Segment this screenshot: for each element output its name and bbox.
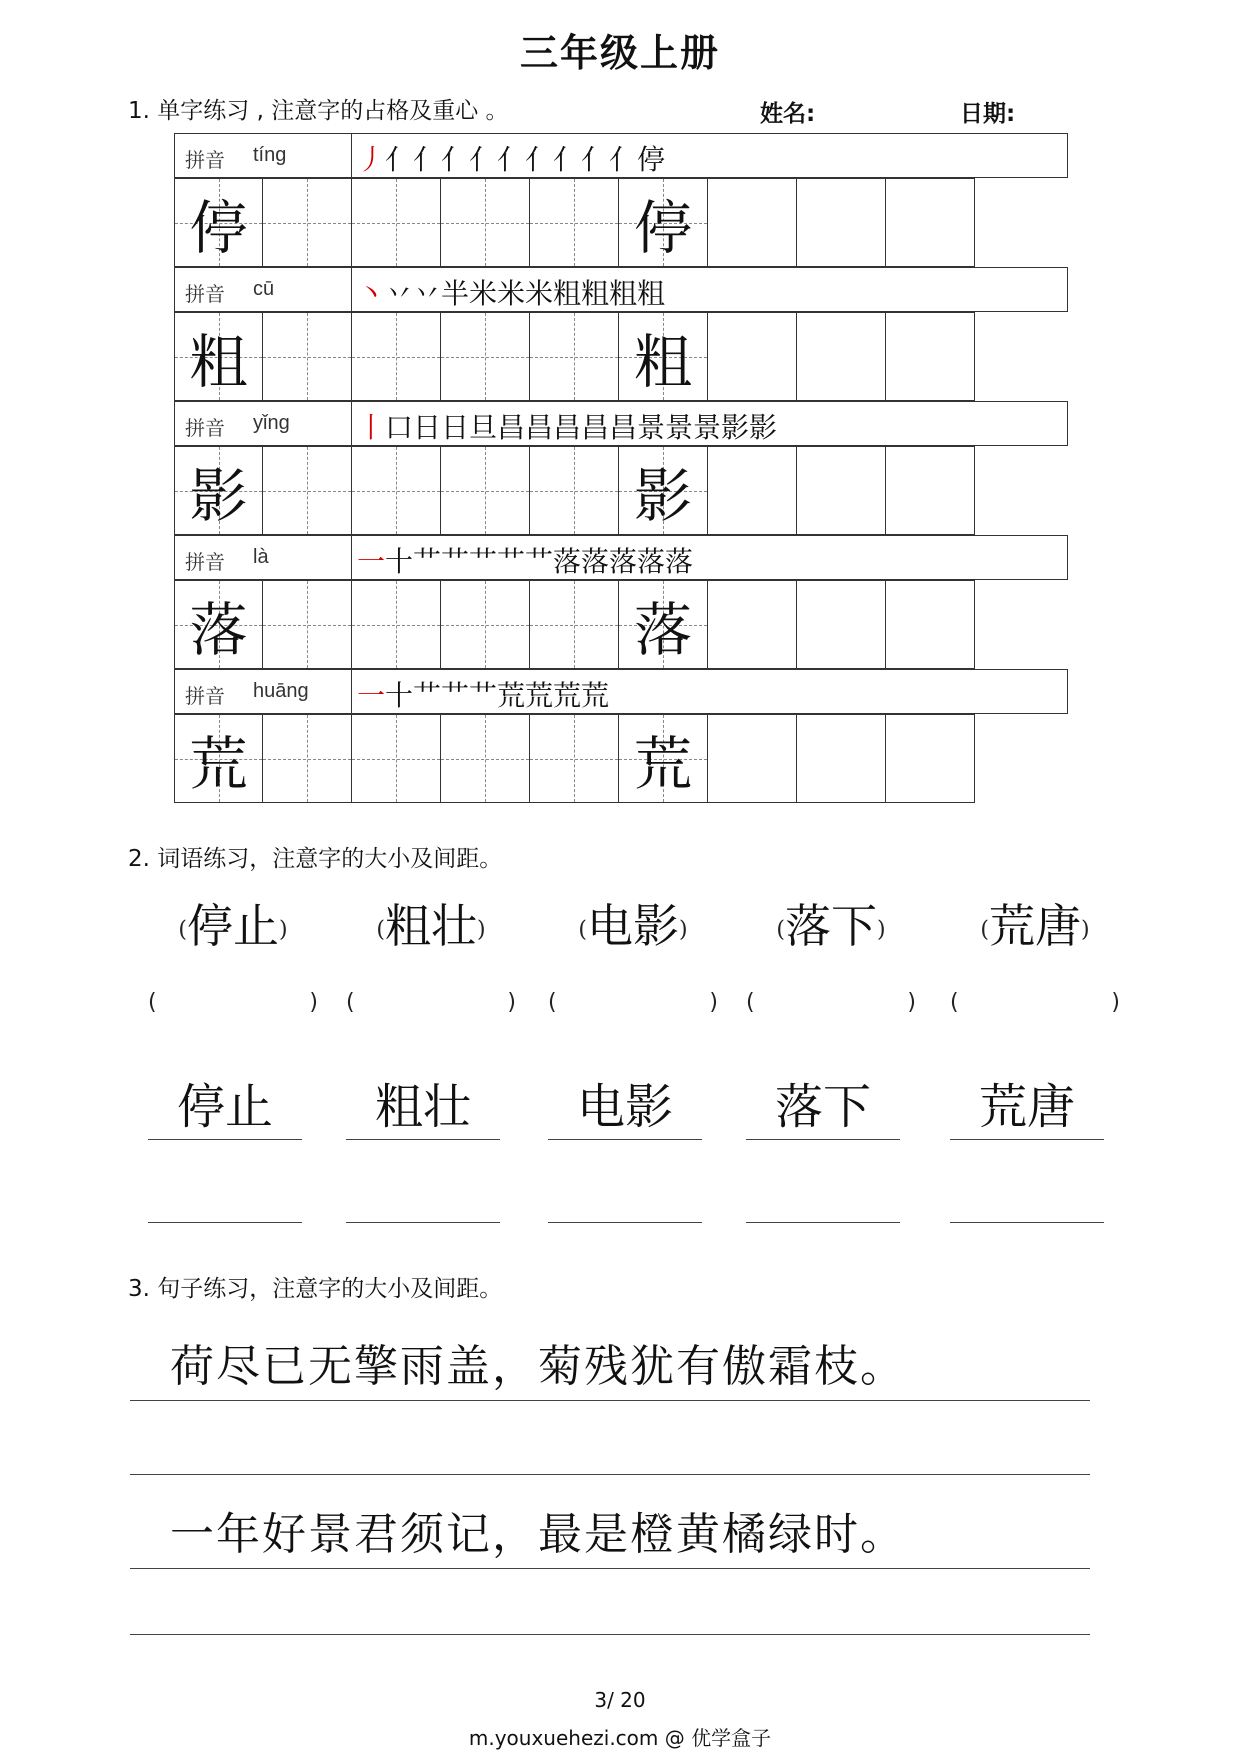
practice-row <box>174 401 1068 535</box>
stroke-step: 艹 <box>413 679 442 712</box>
practice-row <box>174 267 1068 401</box>
stroke-step: 艹 <box>469 545 498 578</box>
writing-line[interactable] <box>130 1634 1090 1635</box>
model-character: 粗 <box>189 327 248 396</box>
stroke-step: 亻 <box>497 143 526 176</box>
pinyin-value: cū <box>253 278 275 300</box>
pinyin-value: yǐng <box>253 412 290 434</box>
word-with-pinyin-box <box>148 890 318 956</box>
tian-grid-cell <box>619 714 708 803</box>
tian-grid-cell <box>174 714 263 803</box>
word-text: 停止 <box>187 899 279 953</box>
stroke-order-line <box>174 133 1068 178</box>
stroke-step: 丷 <box>385 277 414 310</box>
tian-grid-cell <box>352 446 441 535</box>
pinyin-label: 拼音 <box>185 416 225 440</box>
blank-pinyin-paren[interactable] <box>548 990 718 1015</box>
word-with-pinyin-box <box>746 890 916 956</box>
tian-grid-cell <box>352 178 441 267</box>
stroke-step: 昌 <box>581 411 610 444</box>
stroke-step: 亻 <box>469 143 498 176</box>
tian-grid-cell <box>263 312 352 401</box>
tian-grid-cell <box>441 178 530 267</box>
copy-model-word: 落下 <box>746 1068 900 1140</box>
section3-heading: 3. 句子练习，注意字的大小及间距。 <box>128 1276 503 1302</box>
tian-grid-cell <box>530 312 619 401</box>
stroke-order-line <box>174 535 1068 580</box>
writing-line[interactable] <box>548 1222 702 1223</box>
stroke-step: 昌 <box>525 411 554 444</box>
copy-model-word: 粗壮 <box>346 1068 500 1140</box>
model-sentence: 荷尽已无擎雨盖，菊残犹有傲霜枝。 <box>170 1341 906 1392</box>
stroke-sequence <box>357 540 693 578</box>
sentence-baseline <box>130 1400 1090 1401</box>
blank-pinyin-paren[interactable] <box>346 990 516 1015</box>
paren-close: ) <box>679 917 688 943</box>
writing-box <box>886 446 975 535</box>
stroke-step: 景 <box>637 411 666 444</box>
stroke-step: 一 <box>357 679 386 712</box>
tian-grid-cell <box>263 446 352 535</box>
stroke-step: 艹 <box>441 679 470 712</box>
writing-box <box>797 446 886 535</box>
section1-heading: 1. 单字练习 , 注意字的占格及重心 。 <box>128 98 509 124</box>
paren-close: ) <box>907 990 916 1015</box>
stroke-sequence <box>357 272 665 310</box>
tian-grid-cell <box>352 714 441 803</box>
writing-box <box>797 580 886 669</box>
stroke-step: 十 <box>385 679 414 712</box>
stroke-sequence <box>357 406 777 444</box>
stroke-step: 荒 <box>553 679 582 712</box>
stroke-order-line <box>174 669 1068 714</box>
stroke-step: 落 <box>553 545 582 578</box>
stroke-step: 亻 <box>553 143 582 176</box>
tian-grid-cell <box>530 580 619 669</box>
stroke-step: 艹 <box>413 545 442 578</box>
stroke-step: 米 <box>525 277 554 310</box>
stroke-step: 粗 <box>581 277 610 310</box>
practice-row <box>174 669 1068 803</box>
writing-box <box>886 178 975 267</box>
stroke-step: 米 <box>497 277 526 310</box>
writing-line[interactable] <box>346 1222 500 1223</box>
blank-pinyin-paren[interactable] <box>148 990 318 1015</box>
stroke-step: 落 <box>665 545 694 578</box>
stroke-step: 停 <box>637 143 666 176</box>
tian-grid-cell <box>619 580 708 669</box>
pinyin-label: 拼音 <box>185 684 225 708</box>
divider <box>351 268 352 313</box>
stroke-step: 丶 <box>357 277 386 310</box>
divider <box>351 402 352 447</box>
stroke-step: 粗 <box>553 277 582 310</box>
stroke-sequence <box>357 674 609 712</box>
stroke-step: 荒 <box>581 679 610 712</box>
model-sentence: 一年好景君须记，最是橙黄橘绿时。 <box>170 1509 906 1560</box>
blank-pinyin-paren[interactable] <box>746 990 916 1015</box>
tian-grid-cell <box>263 714 352 803</box>
practice-row <box>174 535 1068 669</box>
stroke-step: 昌 <box>497 411 526 444</box>
word-text: 荒唐 <box>989 899 1081 953</box>
paren-open: ( <box>746 990 755 1015</box>
copy-model-word: 荒唐 <box>950 1068 1104 1140</box>
stroke-step: 丷 <box>413 277 442 310</box>
paren-close: ) <box>309 990 318 1015</box>
stroke-step: 亻 <box>413 143 442 176</box>
model-character: 荒 <box>189 729 248 798</box>
tian-grid-cell <box>174 312 263 401</box>
pinyin-value: huāng <box>253 680 309 702</box>
stroke-step: 艹 <box>525 545 554 578</box>
tian-grid-cell <box>530 446 619 535</box>
trace-character: 影 <box>633 461 692 530</box>
tian-grid-cell <box>441 446 530 535</box>
page-title: 三年级上册 <box>519 31 720 75</box>
stroke-step: 日 <box>441 411 470 444</box>
paren-close: ) <box>477 917 486 943</box>
stroke-step: 景 <box>665 411 694 444</box>
copy-model-word: 电影 <box>548 1068 702 1140</box>
paren-open: ( <box>548 990 557 1015</box>
stroke-step: 一 <box>357 545 386 578</box>
writing-box <box>708 714 797 803</box>
writing-box <box>708 178 797 267</box>
stroke-step: 米 <box>469 277 498 310</box>
stroke-step: 粗 <box>609 277 638 310</box>
model-character: 落 <box>189 595 248 664</box>
tian-grid-cell <box>441 714 530 803</box>
paren-close: ) <box>507 990 516 1015</box>
tian-grid-cell <box>619 178 708 267</box>
date-label: 日期: <box>960 101 1016 127</box>
stroke-step: 艹 <box>441 545 470 578</box>
pinyin-value: là <box>253 546 269 568</box>
stroke-step: 艹 <box>497 545 526 578</box>
divider <box>351 670 352 715</box>
tian-grid-cell <box>619 446 708 535</box>
pinyin-label: 拼音 <box>185 282 225 306</box>
tian-grid-cell <box>530 714 619 803</box>
stroke-step: 半 <box>441 277 470 310</box>
paren-close: ) <box>709 990 718 1015</box>
stroke-step: 荒 <box>497 679 526 712</box>
paren-close: ) <box>877 917 886 943</box>
tian-grid-cell <box>352 580 441 669</box>
sentence-baseline <box>130 1568 1090 1569</box>
stroke-step: 旦 <box>469 411 498 444</box>
stroke-sequence <box>357 138 665 176</box>
stroke-step: 亻 <box>581 143 610 176</box>
pinyin-label: 拼音 <box>185 550 225 574</box>
blank-pinyin-paren[interactable] <box>950 990 1120 1015</box>
section2-heading: 2. 词语练习，注意字的大小及间距。 <box>128 846 503 872</box>
writing-box <box>886 312 975 401</box>
stroke-step: 丨 <box>357 411 386 444</box>
paren-open: ( <box>980 917 989 943</box>
name-label: 姓名: <box>760 101 816 127</box>
paren-close: ) <box>279 917 288 943</box>
stroke-step: 荒 <box>525 679 554 712</box>
writing-box <box>886 580 975 669</box>
copy-model-word: 停止 <box>148 1068 302 1140</box>
stroke-step: 影 <box>721 411 750 444</box>
stroke-step: 日 <box>413 411 442 444</box>
tian-grid-cell <box>619 312 708 401</box>
pinyin-value: tíng <box>253 144 287 166</box>
paren-open: ( <box>178 917 187 943</box>
word-text: 粗壮 <box>385 899 477 953</box>
character-practice-grid <box>174 133 1068 805</box>
stroke-step: 亻 <box>609 143 638 176</box>
stroke-step: 亻 <box>441 143 470 176</box>
word-with-pinyin-box <box>548 890 718 956</box>
tian-grid-cell <box>530 178 619 267</box>
paren-open: ( <box>776 917 785 943</box>
word-text: 电影 <box>587 899 679 953</box>
stroke-step: 景 <box>693 411 722 444</box>
stroke-step: 昌 <box>553 411 582 444</box>
tian-grid-cell <box>263 580 352 669</box>
stroke-step: 粗 <box>637 277 666 310</box>
tian-grid-cell <box>174 178 263 267</box>
stroke-step: 影 <box>749 411 778 444</box>
stroke-step: 丿 <box>357 143 386 176</box>
pinyin-label: 拼音 <box>185 148 225 172</box>
writing-box <box>797 178 886 267</box>
paren-open: ( <box>950 990 959 1015</box>
trace-character: 荒 <box>633 729 692 798</box>
writing-line[interactable] <box>148 1222 302 1223</box>
tian-grid-cell <box>174 580 263 669</box>
tian-grid-cell <box>352 312 441 401</box>
stroke-step: 十 <box>385 545 414 578</box>
divider <box>351 134 352 179</box>
paren-open: ( <box>376 917 385 943</box>
writing-box <box>886 714 975 803</box>
model-character: 影 <box>189 461 248 530</box>
writing-line[interactable] <box>746 1222 900 1223</box>
footer-watermark: m.youxuehezi.com @ 优学盒子 <box>468 1726 772 1750</box>
tian-grid-cell <box>441 312 530 401</box>
writing-line[interactable] <box>130 1474 1090 1475</box>
stroke-step: 落 <box>581 545 610 578</box>
writing-box <box>797 714 886 803</box>
paren-close: ) <box>1111 990 1120 1015</box>
writing-box <box>797 312 886 401</box>
tian-grid-cell <box>441 580 530 669</box>
writing-box <box>708 446 797 535</box>
word-text: 落下 <box>785 899 877 953</box>
stroke-step: 昌 <box>609 411 638 444</box>
writing-box <box>708 312 797 401</box>
trace-character: 停 <box>633 193 692 262</box>
paren-open: ( <box>148 990 157 1015</box>
trace-character: 落 <box>633 595 692 664</box>
paren-close: ) <box>1081 917 1090 943</box>
stroke-step: 落 <box>637 545 666 578</box>
trace-character: 粗 <box>633 327 692 396</box>
stroke-step: 落 <box>609 545 638 578</box>
word-with-pinyin-box <box>950 890 1120 956</box>
divider <box>351 536 352 581</box>
stroke-step: 艹 <box>469 679 498 712</box>
practice-row <box>174 133 1068 267</box>
stroke-order-line <box>174 267 1068 312</box>
stroke-step: 口 <box>385 411 414 444</box>
paren-open: ( <box>578 917 587 943</box>
writing-line[interactable] <box>950 1222 1104 1223</box>
writing-box <box>708 580 797 669</box>
model-character: 停 <box>189 193 248 262</box>
tian-grid-cell <box>263 178 352 267</box>
stroke-order-line <box>174 401 1068 446</box>
paren-open: ( <box>346 990 355 1015</box>
tian-grid-cell <box>174 446 263 535</box>
stroke-step: 亻 <box>525 143 554 176</box>
stroke-step: 亻 <box>385 143 414 176</box>
word-with-pinyin-box <box>346 890 516 956</box>
page-number: 3/ 20 <box>594 1688 646 1712</box>
